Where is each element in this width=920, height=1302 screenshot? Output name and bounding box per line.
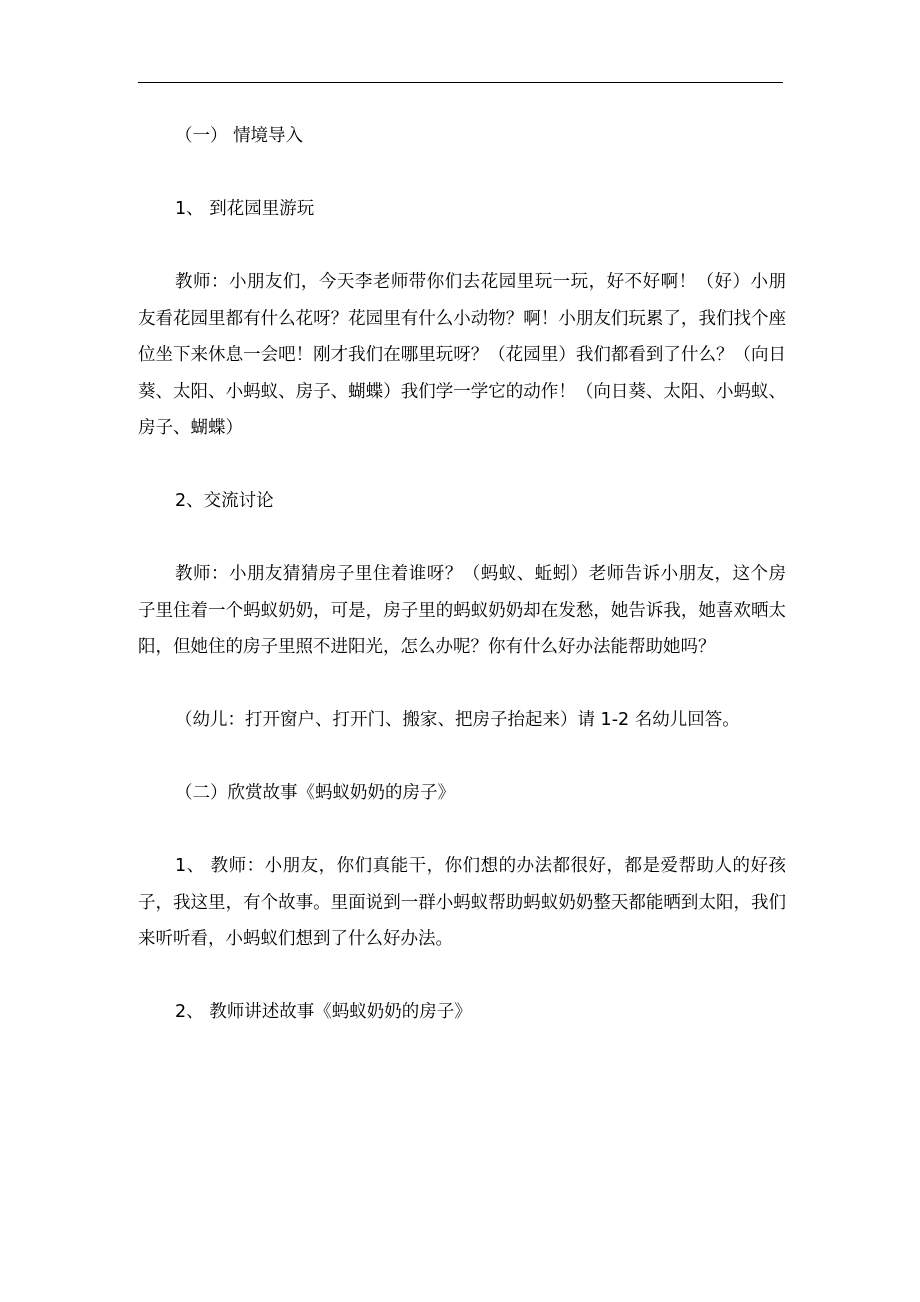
section-heading-story: （二）欣赏故事《蚂蚁奶奶的房子》 <box>175 783 455 803</box>
item-discussion: 2、交流讨论 <box>175 491 274 511</box>
item-teacher-tells-story: 2、 教师讲述故事《蚂蚁奶奶的房子》 <box>175 1002 472 1022</box>
document-body <box>138 118 786 1031</box>
paragraph-teacher-house: 教师：小朋友猜猜房子里住着谁呀？（蚂蚁、蚯蚓）老师告诉小朋友，这个房子里住着一个蚂蚁奶奶，可是，房子里的蚂蚁奶奶却在发愁，她告诉我，她喜欢晒太阳，但她住的房子里照不进阳光，怎么办呢？你有什么好办法能帮助她吗？ <box>138 564 786 657</box>
item-garden-visit: 1、 到花园里游玩 <box>175 199 315 219</box>
header-rule <box>138 82 783 83</box>
paragraph-children-answers: （幼儿：打开窗户、打开门、搬家、把房子抬起来）请 1-2 名幼儿回答。 <box>175 710 740 730</box>
section-heading-situation-intro: （一） 情境导入 <box>175 126 304 146</box>
item-teacher-story-intro: 1、 教师：小朋友，你们真能干，你们想的办法都很好，都是爱帮助人的好孩子，我这里，有个故事。里面说到一群小蚂蚁帮助蚂蚁奶奶整天都能晒到太阳，我们来听听看，小蚂蚁们想到了什么好办法。 <box>138 856 786 949</box>
paragraph-teacher-garden: 教师：小朋友们，今天李老师带你们去花园里玩一玩，好不好啊！（好）小朋友看花园里都有什么花呀？花园里有什么小动物？啊！小朋友们玩累了，我们找个座位坐下来休息一会吧！刚才我们在哪里玩呀？（花园里）我们都看到了什么？（向日葵、太阳、小蚂蚁、房子、蝴蝶）我们学一学它的动作！（向日葵、太阳、小蚂蚁、房子、蝴蝶） <box>138 272 786 438</box>
